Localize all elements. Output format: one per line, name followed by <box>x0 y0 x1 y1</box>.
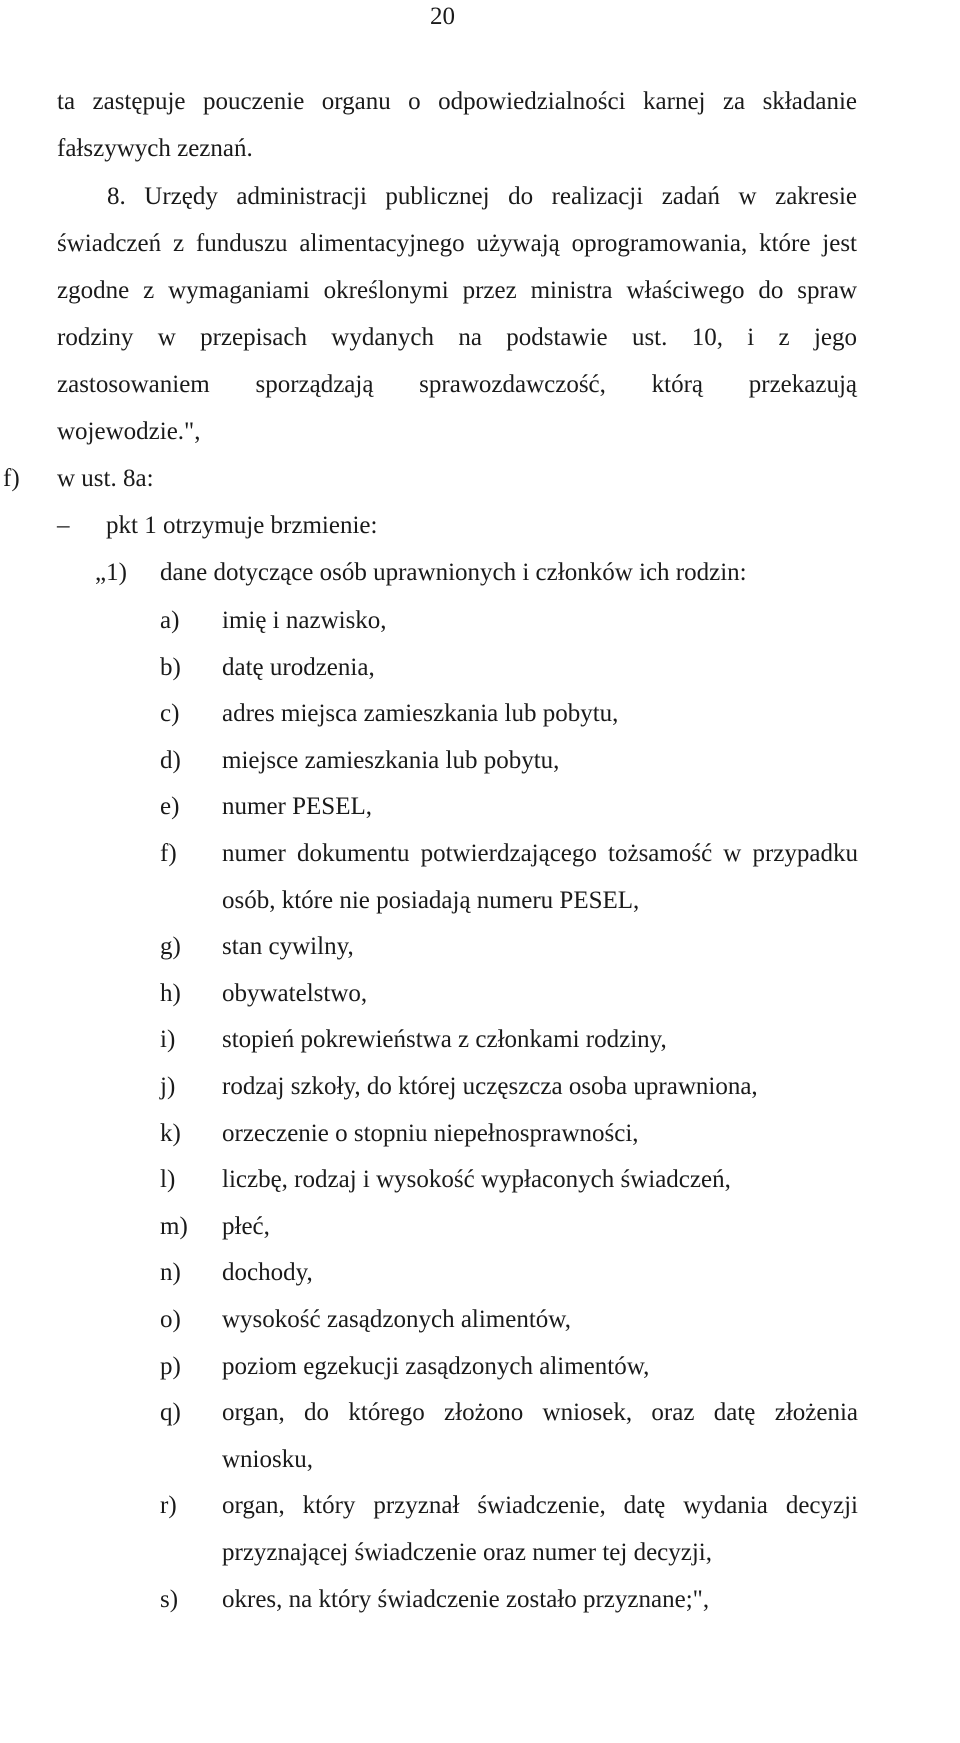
list-item-text: poziom egzekucji zasądzonych alimentów, <box>222 1352 650 1380</box>
para8-line-6: wojewodzie.", <box>57 418 201 445</box>
para8-line-5: zastosowaniem sporządzają sprawozdawczość, którą przekazują <box>57 371 857 398</box>
intro-line-1: ta zastępuje pouczenie organu o odpowiedzialności karnej za składanie <box>57 88 857 115</box>
list-item-letter: i) <box>160 1026 176 1054</box>
list-item-text: osób, które nie posiadają numeru PESEL, <box>222 886 640 914</box>
para8-line-3: zgodne z wymaganiami określonymi przez ministra właściwego do spraw <box>57 277 857 304</box>
list-item-text: okres, na który świadczenie zostało przyznane;", <box>222 1585 710 1613</box>
para8-line-2: świadczeń z funduszu alimentacyjnego używają oprogramowania, które jest <box>57 230 857 257</box>
list-item-letter: d) <box>160 746 181 774</box>
list-item-letter: r) <box>160 1492 177 1520</box>
intro-line-2: fałszywych zeznań. <box>57 135 253 162</box>
list-item-text: wysokość zasądzonych alimentów, <box>222 1306 571 1333</box>
list-item-text: orzeczenie o stopniu niepełnosprawności, <box>222 1119 639 1147</box>
list-item-letter: o) <box>160 1306 181 1333</box>
list-item-text: adres miejsca zamieszkania lub pobytu, <box>222 700 619 728</box>
list-item-letter: n) <box>160 1259 181 1287</box>
list-item-text: miejsce zamieszkania lub pobytu, <box>222 746 560 774</box>
list-item-text: stopień pokrewieństwa z członkami rodziny, <box>222 1026 667 1054</box>
list-item-text: numer dokumentu potwierdzającego tożsamość w przypadku <box>222 840 858 867</box>
list-item-letter: f) <box>160 840 177 867</box>
list-item-text: przyznającej świadczenie oraz numer tej decyzji, <box>222 1539 713 1566</box>
list-item-text: imię i nazwisko, <box>222 607 387 634</box>
list-item-letter: q) <box>160 1399 181 1427</box>
list-item-letter: s) <box>160 1585 179 1613</box>
dash-item-text: pkt 1 otrzymuje brzmienie: <box>106 512 378 539</box>
point-f-text: w ust. 8a: <box>57 465 154 492</box>
page-number: 20 <box>430 3 455 30</box>
list-item-text: stan cywilny, <box>222 933 354 961</box>
list-item-letter: p) <box>160 1352 181 1380</box>
list-item-text: datę urodzenia, <box>222 653 375 681</box>
list-item-text: dochody, <box>222 1259 313 1287</box>
pkt1-label: „1) <box>95 559 127 586</box>
list-item-text: organ, do którego złożono wniosek, oraz datę złożenia <box>222 1399 858 1427</box>
list-item-letter: e) <box>160 793 180 821</box>
list-item-letter: a) <box>160 607 180 634</box>
list-item-text: obywatelstwo, <box>222 979 368 1007</box>
point-f-label: f) <box>3 465 20 492</box>
para8-line-1: 8. Urzędy administracji publicznej do realizacji zadań w zakresie <box>107 183 857 210</box>
list-item-letter: m) <box>160 1212 188 1240</box>
list-item-letter: l) <box>160 1166 176 1194</box>
list-item-text: numer PESEL, <box>222 793 372 821</box>
list-item-text: wniosku, <box>222 1445 313 1473</box>
dash-bullet: – <box>57 512 70 539</box>
list-item-letter: j) <box>160 1073 176 1100</box>
list-item-letter: b) <box>160 653 181 681</box>
list-item-text: organ, który przyznał świadczenie, datę wydania decyzji <box>222 1492 858 1520</box>
list-item-text: liczbę, rodzaj i wysokość wypłaconych świadczeń, <box>222 1166 731 1194</box>
pkt1-text: dane dotyczące osób uprawnionych i członków ich rodzin: <box>160 559 747 586</box>
list-item-letter: k) <box>160 1119 181 1147</box>
list-item-letter: h) <box>160 979 181 1007</box>
para8-line-4: rodziny w przepisach wydanych na podstawie ust. 10, i z jego <box>57 324 857 351</box>
list-item-letter: g) <box>160 933 181 961</box>
list-item-text: płeć, <box>222 1212 270 1240</box>
list-item-text: rodzaj szkoły, do której uczęszcza osoba uprawniona, <box>222 1073 758 1100</box>
list-item-letter: c) <box>160 700 180 728</box>
